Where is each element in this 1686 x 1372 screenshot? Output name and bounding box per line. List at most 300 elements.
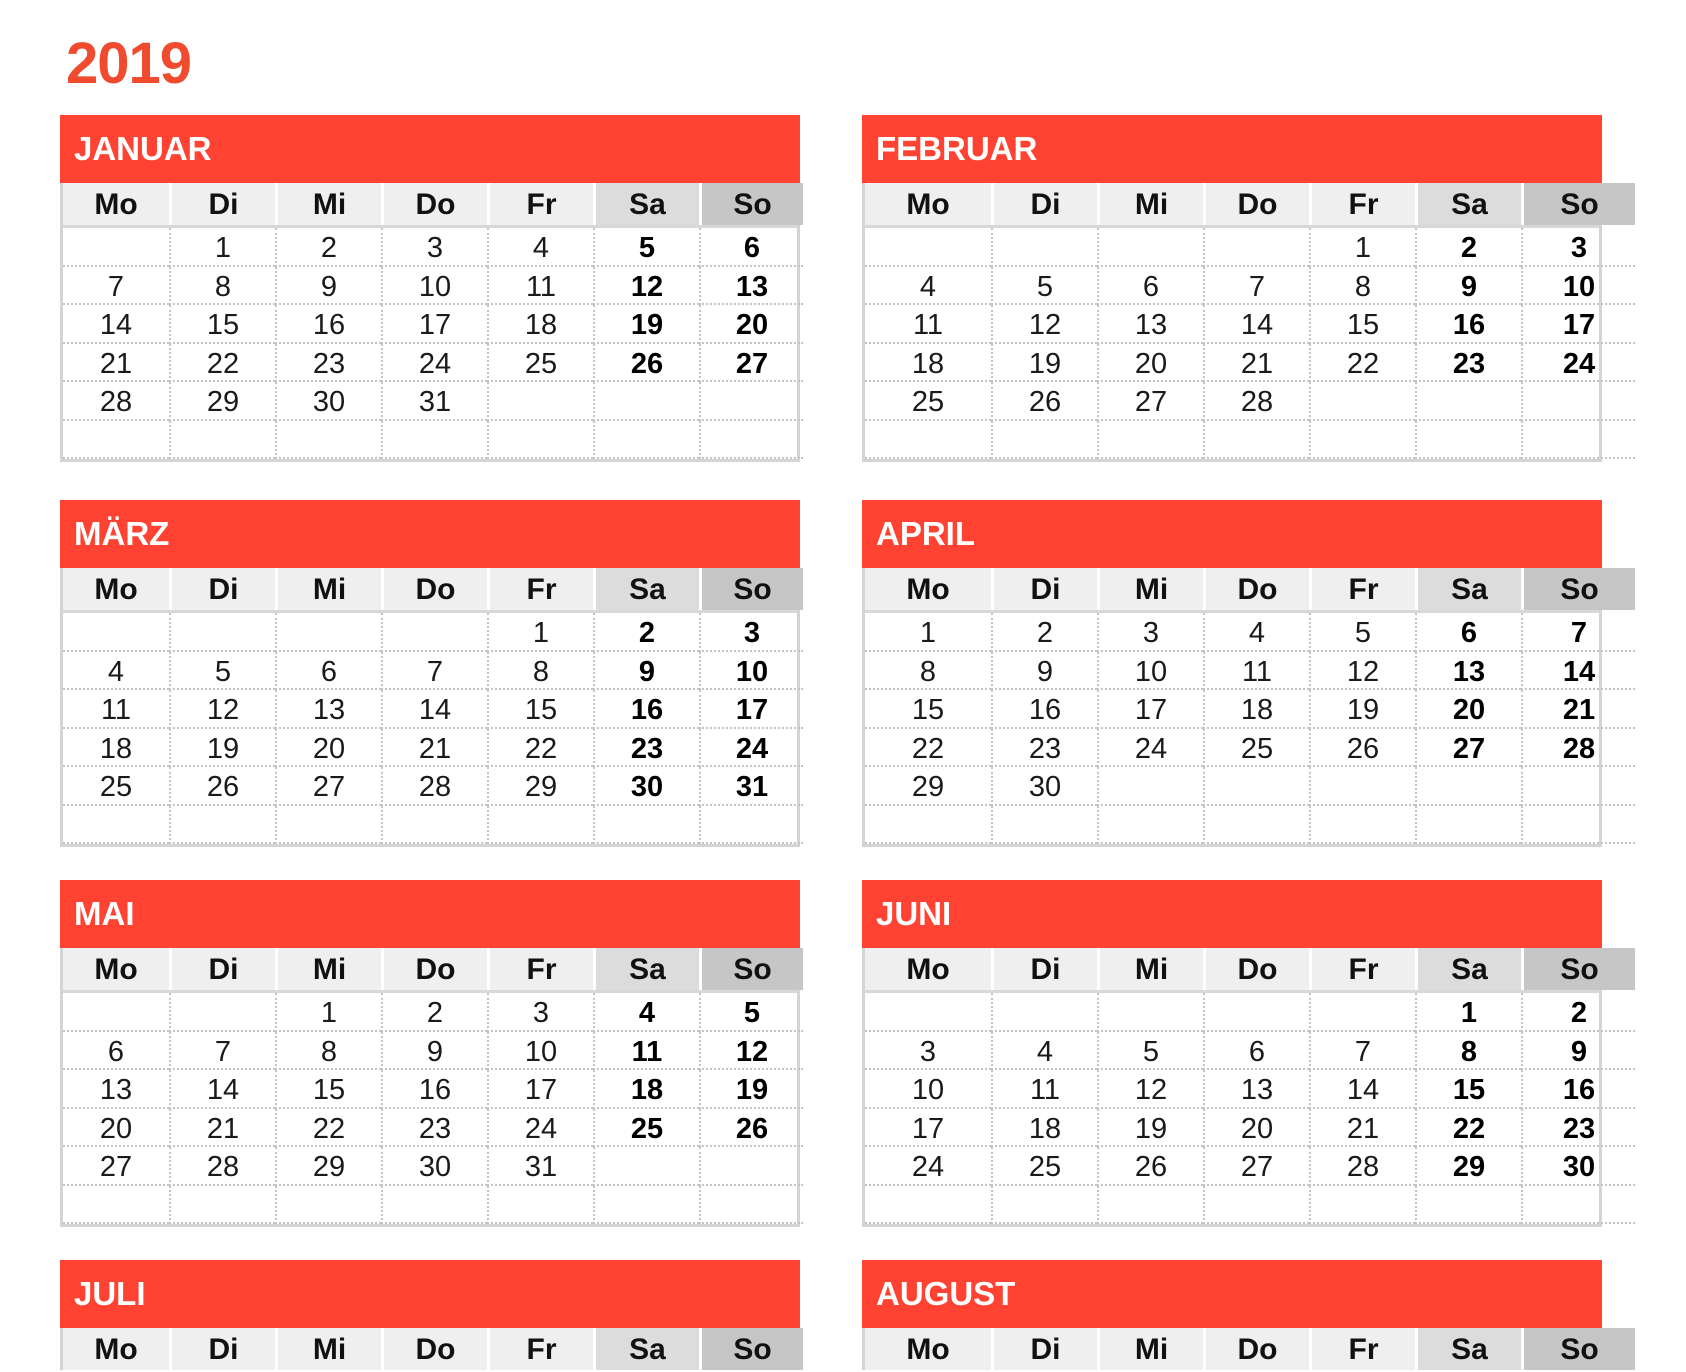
month-title: MAI	[60, 880, 800, 948]
day-cell: 18	[865, 344, 991, 383]
day-cell: 23	[593, 729, 699, 768]
empty-day-cell	[699, 1147, 803, 1186]
weekday-label: Sa	[1415, 1328, 1521, 1370]
empty-day-cell	[169, 613, 275, 652]
month-5	[862, 880, 1602, 1227]
day-cell: 24	[865, 1147, 991, 1186]
empty-day-cell	[1415, 421, 1521, 460]
day-cell: 21	[381, 729, 487, 768]
empty-day-cell	[1415, 767, 1521, 806]
day-cell: 5	[169, 652, 275, 691]
day-cell: 1	[1309, 228, 1415, 267]
day-cell: 6	[1097, 267, 1203, 306]
day-cell: 13	[275, 690, 381, 729]
empty-day-cell	[593, 1147, 699, 1186]
day-cell: 25	[593, 1109, 699, 1148]
day-cell: 16	[1415, 305, 1521, 344]
day-cell: 19	[991, 344, 1097, 383]
day-cell: 19	[1097, 1109, 1203, 1148]
weekday-header-row	[63, 1328, 797, 1370]
day-cell: 21	[1521, 690, 1635, 729]
weekday-label: Mi	[1097, 948, 1203, 990]
day-cell: 1	[1415, 993, 1521, 1032]
empty-day-cell	[991, 1186, 1097, 1225]
day-cell: 18	[991, 1109, 1097, 1148]
day-cell: 7	[1203, 267, 1309, 306]
day-cell: 16	[991, 690, 1097, 729]
day-cell: 30	[275, 382, 381, 421]
month-7	[862, 1260, 1602, 1370]
day-cell: 4	[991, 1032, 1097, 1071]
weekday-label: Mi	[275, 183, 381, 225]
month-0	[60, 115, 800, 462]
weekday-label: Fr	[487, 948, 593, 990]
day-cell: 23	[1521, 1109, 1635, 1148]
empty-day-cell	[593, 806, 699, 845]
empty-day-cell	[991, 806, 1097, 845]
day-cell: 16	[381, 1070, 487, 1109]
day-cell: 9	[381, 1032, 487, 1071]
empty-day-cell	[1097, 228, 1203, 267]
day-cell: 29	[1415, 1147, 1521, 1186]
day-cell: 31	[699, 767, 803, 806]
day-cell: 4	[1203, 613, 1309, 652]
weekday-label: Fr	[487, 183, 593, 225]
empty-day-cell	[63, 613, 169, 652]
month-title: FEBRUAR	[862, 115, 1602, 183]
day-cell: 5	[593, 228, 699, 267]
day-cell: 2	[593, 613, 699, 652]
empty-day-cell	[1521, 767, 1635, 806]
day-cell: 23	[381, 1109, 487, 1148]
weekday-label: Do	[381, 568, 487, 610]
day-cell: 18	[63, 729, 169, 768]
empty-day-cell	[1309, 382, 1415, 421]
day-cell: 5	[1309, 613, 1415, 652]
empty-day-cell	[63, 228, 169, 267]
day-cell: 28	[169, 1147, 275, 1186]
day-cell: 26	[1097, 1147, 1203, 1186]
page-title: 2019	[66, 31, 192, 96]
empty-day-cell	[991, 228, 1097, 267]
day-cell: 27	[1097, 382, 1203, 421]
day-cell: 25	[1203, 729, 1309, 768]
empty-day-cell	[1415, 1186, 1521, 1225]
empty-day-cell	[1521, 382, 1635, 421]
empty-day-cell	[865, 993, 991, 1032]
day-cell: 12	[593, 267, 699, 306]
empty-day-cell	[169, 993, 275, 1032]
weekday-header-row	[63, 568, 797, 610]
weekday-label: Mo	[865, 1328, 991, 1370]
month-title: JANUAR	[60, 115, 800, 183]
day-cell: 30	[593, 767, 699, 806]
weekday-label: So	[699, 1328, 803, 1370]
weekday-label: Do	[1203, 568, 1309, 610]
day-cell: 13	[699, 267, 803, 306]
weekday-label: Di	[991, 948, 1097, 990]
empty-day-cell	[487, 421, 593, 460]
day-cell: 3	[1521, 228, 1635, 267]
weekday-label: Sa	[593, 1328, 699, 1370]
day-cell: 5	[699, 993, 803, 1032]
day-cell: 1	[275, 993, 381, 1032]
day-cell: 12	[1309, 652, 1415, 691]
empty-day-cell	[865, 1186, 991, 1225]
empty-day-cell	[593, 382, 699, 421]
day-cell: 6	[1203, 1032, 1309, 1071]
day-cell: 6	[1415, 613, 1521, 652]
weekday-label: Fr	[1309, 948, 1415, 990]
day-cell: 31	[487, 1147, 593, 1186]
empty-day-cell	[381, 613, 487, 652]
day-cell: 24	[1097, 729, 1203, 768]
day-cell: 10	[1521, 267, 1635, 306]
empty-day-cell	[275, 613, 381, 652]
day-cell: 12	[169, 690, 275, 729]
empty-day-cell	[169, 806, 275, 845]
empty-day-cell	[275, 1186, 381, 1225]
day-cell: 28	[63, 382, 169, 421]
day-cell: 15	[1415, 1070, 1521, 1109]
weekday-label: Fr	[1309, 1328, 1415, 1370]
day-cell: 8	[275, 1032, 381, 1071]
day-grid	[865, 228, 1599, 459]
day-cell: 10	[699, 652, 803, 691]
day-cell: 8	[1309, 267, 1415, 306]
empty-day-cell	[487, 806, 593, 845]
empty-day-cell	[275, 806, 381, 845]
weekday-label: Mi	[1097, 1328, 1203, 1370]
empty-day-cell	[1521, 806, 1635, 845]
empty-day-cell	[1309, 806, 1415, 845]
day-cell: 21	[1309, 1109, 1415, 1148]
day-cell: 20	[275, 729, 381, 768]
weekday-header-row	[865, 948, 1599, 990]
weekday-label: Mo	[63, 183, 169, 225]
empty-day-cell	[169, 421, 275, 460]
empty-day-cell	[1097, 421, 1203, 460]
month-title: JULI	[60, 1260, 800, 1328]
day-cell: 22	[865, 729, 991, 768]
empty-day-cell	[1097, 993, 1203, 1032]
weekday-label: Sa	[1415, 183, 1521, 225]
empty-day-cell	[487, 382, 593, 421]
day-cell: 19	[699, 1070, 803, 1109]
day-cell: 12	[1097, 1070, 1203, 1109]
day-cell: 11	[593, 1032, 699, 1071]
month-2	[60, 500, 800, 847]
day-grid	[865, 613, 1599, 844]
day-cell: 9	[275, 267, 381, 306]
day-cell: 17	[381, 305, 487, 344]
month-4	[60, 880, 800, 1227]
day-grid	[865, 993, 1599, 1224]
day-cell: 22	[487, 729, 593, 768]
day-cell: 9	[593, 652, 699, 691]
weekday-label: Mi	[1097, 183, 1203, 225]
weekday-label: Mi	[1097, 568, 1203, 610]
day-cell: 8	[1415, 1032, 1521, 1071]
day-cell: 16	[593, 690, 699, 729]
weekday-label: Mo	[63, 948, 169, 990]
weekday-label: Sa	[593, 568, 699, 610]
day-cell: 21	[63, 344, 169, 383]
day-cell: 27	[699, 344, 803, 383]
day-cell: 2	[991, 613, 1097, 652]
month-title: MÄRZ	[60, 500, 800, 568]
weekday-label: So	[1521, 183, 1635, 225]
empty-day-cell	[1203, 228, 1309, 267]
empty-day-cell	[381, 421, 487, 460]
day-cell: 17	[865, 1109, 991, 1148]
weekday-label: Di	[169, 183, 275, 225]
day-cell: 25	[991, 1147, 1097, 1186]
day-cell: 23	[1415, 344, 1521, 383]
day-cell: 27	[1203, 1147, 1309, 1186]
day-cell: 4	[487, 228, 593, 267]
weekday-label: So	[1521, 948, 1635, 990]
day-cell: 28	[1309, 1147, 1415, 1186]
day-cell: 6	[275, 652, 381, 691]
day-cell: 17	[1097, 690, 1203, 729]
weekday-label: So	[699, 948, 803, 990]
empty-day-cell	[1097, 806, 1203, 845]
day-cell: 22	[275, 1109, 381, 1148]
weekday-label: Sa	[1415, 948, 1521, 990]
day-cell: 8	[865, 652, 991, 691]
empty-day-cell	[865, 806, 991, 845]
weekday-label: Fr	[1309, 568, 1415, 610]
day-cell: 9	[1521, 1032, 1635, 1071]
day-cell: 5	[1097, 1032, 1203, 1071]
day-cell: 30	[1521, 1147, 1635, 1186]
empty-day-cell	[1203, 1186, 1309, 1225]
day-cell: 20	[1203, 1109, 1309, 1148]
day-cell: 20	[63, 1109, 169, 1148]
day-cell: 10	[1097, 652, 1203, 691]
weekday-label: So	[699, 183, 803, 225]
month-title: APRIL	[862, 500, 1602, 568]
weekday-label: Mo	[63, 568, 169, 610]
empty-day-cell	[865, 421, 991, 460]
day-cell: 24	[381, 344, 487, 383]
day-cell: 24	[487, 1109, 593, 1148]
day-cell: 29	[169, 382, 275, 421]
day-cell: 3	[865, 1032, 991, 1071]
day-cell: 2	[1521, 993, 1635, 1032]
day-cell: 14	[169, 1070, 275, 1109]
weekday-label: Do	[381, 183, 487, 225]
empty-day-cell	[63, 806, 169, 845]
day-cell: 2	[275, 228, 381, 267]
empty-day-cell	[1521, 421, 1635, 460]
day-cell: 15	[487, 690, 593, 729]
weekday-label: Di	[169, 948, 275, 990]
day-cell: 15	[275, 1070, 381, 1109]
empty-day-cell	[1203, 421, 1309, 460]
day-cell: 3	[1097, 613, 1203, 652]
day-cell: 18	[487, 305, 593, 344]
weekday-label: Fr	[487, 568, 593, 610]
weekday-label: Sa	[1415, 568, 1521, 610]
day-cell: 22	[1309, 344, 1415, 383]
day-cell: 2	[1415, 228, 1521, 267]
day-cell: 31	[381, 382, 487, 421]
day-cell: 28	[381, 767, 487, 806]
weekday-label: Do	[1203, 1328, 1309, 1370]
day-cell: 4	[865, 267, 991, 306]
empty-day-cell	[1309, 1186, 1415, 1225]
weekday-label: Mi	[275, 568, 381, 610]
day-cell: 15	[865, 690, 991, 729]
day-cell: 5	[991, 267, 1097, 306]
day-cell: 8	[169, 267, 275, 306]
day-cell: 25	[865, 382, 991, 421]
day-cell: 25	[63, 767, 169, 806]
day-cell: 11	[487, 267, 593, 306]
day-cell: 13	[1097, 305, 1203, 344]
month-title: JUNI	[862, 880, 1602, 948]
empty-day-cell	[593, 421, 699, 460]
weekday-label: Do	[381, 1328, 487, 1370]
day-cell: 19	[1309, 690, 1415, 729]
weekday-header-row	[63, 948, 797, 990]
day-cell: 14	[1309, 1070, 1415, 1109]
day-cell: 26	[1309, 729, 1415, 768]
weekday-label: Mo	[63, 1328, 169, 1370]
day-cell: 4	[63, 652, 169, 691]
day-cell: 6	[699, 228, 803, 267]
empty-day-cell	[1415, 382, 1521, 421]
empty-day-cell	[865, 228, 991, 267]
weekday-label: Mo	[865, 568, 991, 610]
day-grid	[63, 613, 797, 844]
empty-day-cell	[1203, 806, 1309, 845]
day-cell: 20	[1415, 690, 1521, 729]
day-cell: 8	[487, 652, 593, 691]
day-cell: 29	[487, 767, 593, 806]
day-cell: 16	[1521, 1070, 1635, 1109]
day-cell: 7	[381, 652, 487, 691]
empty-day-cell	[63, 421, 169, 460]
day-cell: 23	[275, 344, 381, 383]
empty-day-cell	[1203, 993, 1309, 1032]
day-cell: 10	[865, 1070, 991, 1109]
day-cell: 19	[169, 729, 275, 768]
day-cell: 15	[169, 305, 275, 344]
empty-day-cell	[991, 421, 1097, 460]
weekday-header-row	[865, 183, 1599, 225]
day-cell: 18	[593, 1070, 699, 1109]
day-cell: 10	[381, 267, 487, 306]
day-cell: 28	[1203, 382, 1309, 421]
empty-day-cell	[1097, 767, 1203, 806]
weekday-label: Mi	[275, 1328, 381, 1370]
day-cell: 3	[699, 613, 803, 652]
empty-day-cell	[699, 806, 803, 845]
day-cell: 7	[63, 267, 169, 306]
empty-day-cell	[169, 1186, 275, 1225]
day-cell: 20	[1097, 344, 1203, 383]
empty-day-cell	[63, 993, 169, 1032]
empty-day-cell	[1097, 1186, 1203, 1225]
weekday-label: Fr	[1309, 183, 1415, 225]
empty-day-cell	[1309, 421, 1415, 460]
empty-day-cell	[1415, 806, 1521, 845]
day-cell: 3	[381, 228, 487, 267]
weekday-label: Do	[381, 948, 487, 990]
weekday-header-row	[63, 183, 797, 225]
day-cell: 11	[991, 1070, 1097, 1109]
day-cell: 17	[487, 1070, 593, 1109]
day-cell: 25	[487, 344, 593, 383]
empty-day-cell	[1309, 993, 1415, 1032]
day-cell: 27	[275, 767, 381, 806]
empty-day-cell	[699, 1186, 803, 1225]
day-cell: 11	[63, 690, 169, 729]
empty-day-cell	[1309, 767, 1415, 806]
weekday-label: Do	[1203, 948, 1309, 990]
day-grid	[63, 993, 797, 1224]
day-cell: 15	[1309, 305, 1415, 344]
day-cell: 22	[1415, 1109, 1521, 1148]
day-cell: 3	[487, 993, 593, 1032]
weekday-label: So	[1521, 568, 1635, 610]
day-cell: 14	[381, 690, 487, 729]
day-cell: 17	[699, 690, 803, 729]
weekday-label: So	[699, 568, 803, 610]
weekday-label: Sa	[593, 183, 699, 225]
day-cell: 14	[1521, 652, 1635, 691]
day-cell: 30	[381, 1147, 487, 1186]
month-3	[862, 500, 1602, 847]
weekday-label: So	[1521, 1328, 1635, 1370]
day-cell: 26	[169, 767, 275, 806]
day-cell: 20	[699, 305, 803, 344]
day-cell: 19	[593, 305, 699, 344]
empty-day-cell	[381, 806, 487, 845]
day-cell: 7	[1521, 613, 1635, 652]
day-cell: 7	[169, 1032, 275, 1071]
weekday-label: Di	[991, 1328, 1097, 1370]
day-cell: 4	[593, 993, 699, 1032]
weekday-label: Do	[1203, 183, 1309, 225]
day-cell: 28	[1521, 729, 1635, 768]
day-cell: 12	[699, 1032, 803, 1071]
empty-day-cell	[487, 1186, 593, 1225]
weekday-label: Mo	[865, 183, 991, 225]
empty-day-cell	[593, 1186, 699, 1225]
day-cell: 30	[991, 767, 1097, 806]
day-cell: 13	[1415, 652, 1521, 691]
day-grid	[63, 228, 797, 459]
empty-day-cell	[381, 1186, 487, 1225]
month-1	[862, 115, 1602, 462]
day-cell: 12	[991, 305, 1097, 344]
day-cell: 9	[991, 652, 1097, 691]
empty-day-cell	[699, 421, 803, 460]
day-cell: 24	[699, 729, 803, 768]
day-cell: 21	[1203, 344, 1309, 383]
day-cell: 2	[381, 993, 487, 1032]
day-cell: 11	[865, 305, 991, 344]
day-cell: 6	[63, 1032, 169, 1071]
day-cell: 27	[1415, 729, 1521, 768]
empty-day-cell	[1203, 767, 1309, 806]
day-cell: 24	[1521, 344, 1635, 383]
empty-day-cell	[991, 993, 1097, 1032]
